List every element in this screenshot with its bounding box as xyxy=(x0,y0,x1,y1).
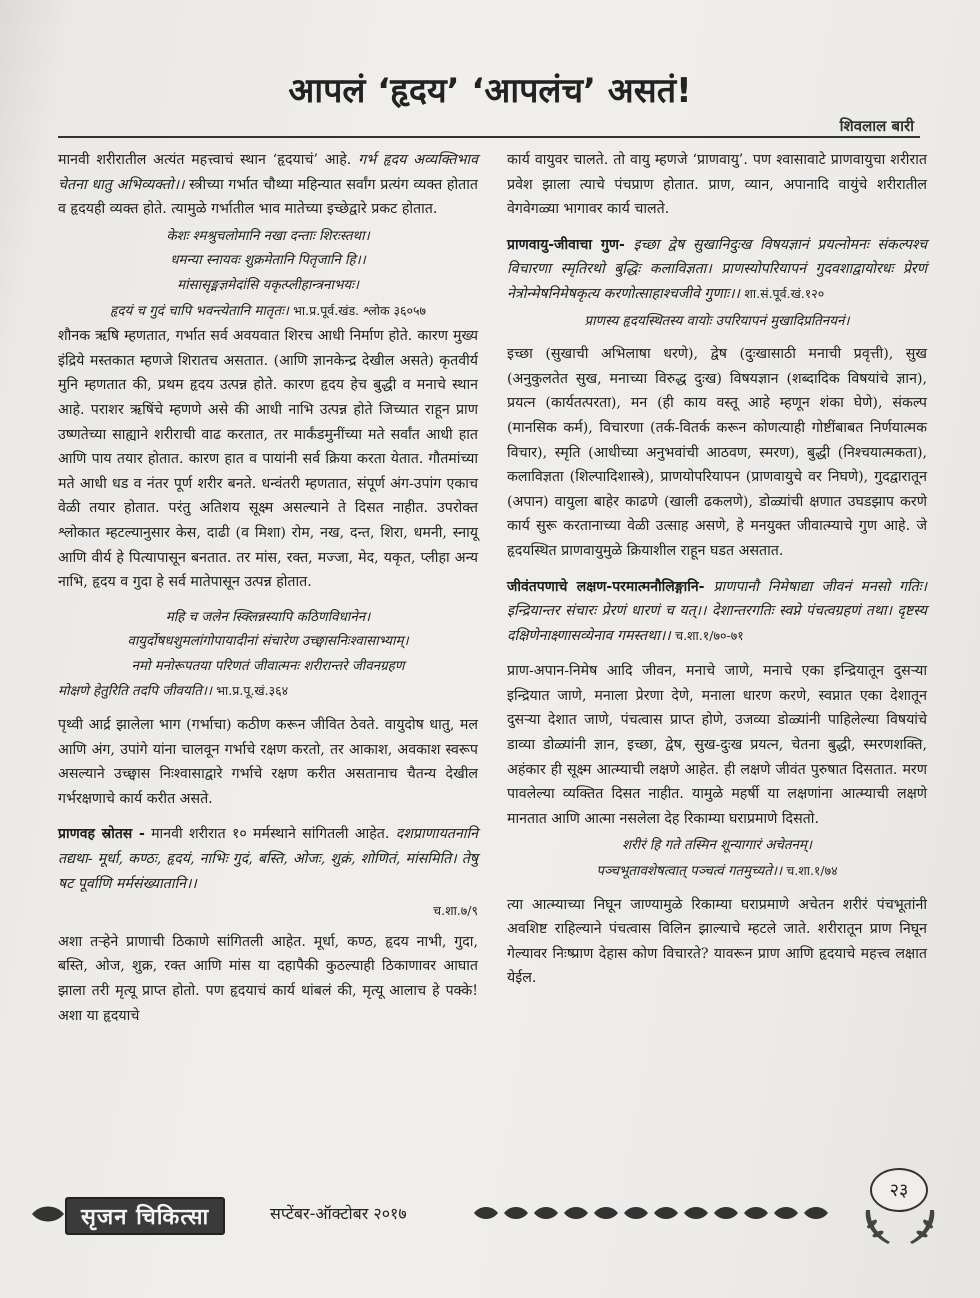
verse-line: धमन्या स्नायवः शुक्रमेतानि पितृजानि हि।। xyxy=(170,253,366,269)
title-divider xyxy=(58,136,920,138)
verse-reference: च.शा.१/७४ xyxy=(786,863,838,879)
issue-date: सप्टेंबर-ऑक्टोबर २०१७ xyxy=(270,1204,407,1223)
section-heading: प्राणवह स्रोतस - xyxy=(58,826,145,843)
verse-line: नमो मनोरूपतया परिणतं जीवात्मनः शरीरान्तरे जीवनग्रहण xyxy=(131,658,405,674)
leaf-border-icon xyxy=(470,1200,850,1226)
verse-line xyxy=(58,679,478,705)
section-heading: प्राणवायु-जीवाचा गुण- xyxy=(507,236,625,253)
verse-line: केशः श्मश्रुचलोमानि नखा दन्ताः शिरःस्तथा। xyxy=(166,228,370,244)
spacer xyxy=(507,885,927,893)
verse-text: मोक्षणे हेतुरिति तदपि जीवयति।। xyxy=(58,684,212,700)
verse-text: हृदयं च गुदं चापि भवन्त्येतानि मातृतः। xyxy=(109,303,289,319)
verse-line: शरीरं हि गते तस्मिन शून्यागारं अचेतनम्। xyxy=(622,838,812,854)
verse-line: वायुर्दोषधशुमलांगोपायादीनां संचारेण उच्छ्वासनिःश्वासाभ्याम्। xyxy=(127,634,409,650)
laurel-icon xyxy=(860,1202,940,1248)
verse-line: महि च जलेन स्क्लिन्नस्यापि कठिणविधानेन। xyxy=(165,609,371,625)
verse-text: पञ्चभूतावशेषत्वात् पञ्चत्वं गतमुच्यते।। xyxy=(596,864,783,880)
right-column xyxy=(507,148,927,994)
spacer xyxy=(58,814,478,822)
paragraph xyxy=(58,148,478,222)
magazine-logo xyxy=(65,1197,225,1235)
verse-reference: च.शा.७/९ xyxy=(433,903,478,919)
verse-line xyxy=(507,859,927,885)
leaf-ornament-icon xyxy=(30,1202,66,1226)
paragraph xyxy=(507,575,927,649)
spacer xyxy=(58,705,478,713)
paragraph: कार्य वायुवर चालते. तो वायु म्हणजे ‘प्राणवायु’. पण श्वासावाटे प्राणवायुचा शरीरात प्रवेश झाला त्याचे पंचप्राण होतात. प्राण, व्यान, अपानादि वायुंचे शरीरातील वेगवेगळ्या भागावर कार्य चालते. xyxy=(507,152,927,218)
verse-reference: भा.प्र.पूर्व.खंड. श्लोक ३६०५७ xyxy=(293,302,427,318)
paragraph xyxy=(58,822,478,896)
article-title: आपलं ‘हृदय’ ‘आपलंच’ असतं! xyxy=(288,71,692,111)
inline-verse: प्राणपानौ निमेषाद्या जीवनं मनसो गतिः। इन्द्रियान्तर संचारः प्रेरणं धारणं च यत्।। देशान्तरगतिः स्वप्ने पंचत्वग्रहणं तथा। दृष्टस्य दक्षिणेनाक्ष्णासव्येनाव गमस्तथा।। xyxy=(507,578,927,644)
paragraph-text: स्त्रीच्या गर्भात चौथ्या महिन्यात सर्वांग प्रत्यंग व्यक्त होतात व हृदयही व्यक्त होते. त्यामुळे गर्भातील भाव मातेच्या इच्छेद्वारे प्रकट होतात. xyxy=(58,176,478,218)
verse-line: प्राणस्य हृदयस्थितस्य वायोः उपरियापनं मुखादिप्रतिनयनं। xyxy=(584,313,850,329)
verse-line xyxy=(58,299,478,325)
section-heading: जीवंतपणाचे लक्षण-परमात्मनौलिङ्गानि- xyxy=(507,578,705,595)
spacer xyxy=(507,651,927,659)
verse-reference: च.शा.१/७०-७१ xyxy=(675,627,744,643)
paragraph: त्या आत्म्याच्या निघून जाण्यामुळे रिकाम्या घराप्रमाणे अचेतन शरीरं पंचभूतांनी अवशिष्ट राहिल्याने पंचत्वास विलिन झाल्याचे म्हटले जाते. शरीरातून प्राण निघून गेल्यावर निःष्प्राण देहास कोण विचारते? यावरून प्राण आणि हृदयाचे महत्त्व लक्षात येईल. xyxy=(507,896,927,987)
article-author: शिवलाल बारी xyxy=(839,117,914,135)
inline-verse: गर्भ हृदय अव्यक्तिभाव चेतना धातु अभिव्यक्तो।। xyxy=(58,152,478,193)
paragraph: प्राण-अपान-निमेष आदि जीवन, मनाचे जाणे, मनाचे एका इन्द्रियातून दुसऱ्या इन्द्रियात जाणे, मनाला प्रेरणा देणे, मनाला धारण करणे, स्वप्नात एका देशातून दुसऱ्या देशात जाणे, पंचत्वास प्राप्त होणे, उजव्या डोळ्यांनी पाहिलेल्या विषयांचे डाव्या डोळ्यांनी ज्ञान, इच्छा, द्वेष, सुख-दुःख प्रयत्न, चेतना बुद्धी, स्मरणशक्ति, अहंकार ही सूक्ष्म आत्म्याची लक्षणे आहेत. ही लक्षणे जीवंत पुरुषात दिसतात. मरण पावलेल्या व्यक्तित दिसत नाहीत. यामुळे महर्षी या लक्षणांना आत्म्याची लक्षणे मानतात आणि आत्मा नसलेला देह रिकाम्या घराप्रमाणे दिसतो. xyxy=(507,663,927,827)
page-footer xyxy=(30,1182,960,1252)
inline-verse: इच्छा द्वेष सुखानिदुःख विषयज्ञानं प्रयत्नोमनः संकल्पश्च विचारणा स्मृतिरथो बुद्धिः कलाविज्ञता। प्राणस्योपरियापनं गुदवशाद्वायोरधः प्रेरणं नेत्रोन्मेषनिमेषकृत्य करणोत्साहाश्चजीवे गुणाः।। xyxy=(507,236,928,302)
verse-line: मांसासृङ्मज्ञमेदांसि यकृत्प्लीहान्त्रनाभयः। xyxy=(177,277,359,293)
left-column xyxy=(58,148,478,1031)
spacer xyxy=(507,225,927,233)
paragraph: इच्छा (सुखाची अभिलाषा धरणे), द्वेष (दुःखासाठी मनाची प्रवृत्ती), सुख (अनुकुलतेत सुख, मनाच्या विरुद्ध दुःख) विषयज्ञान (शब्दादिक विषयांचे ज्ञान), प्रयत्न (कार्यतत्परता), मन (ही काय वस्तू आहे म्हणून शंका घेणे), संकल्प (मानसिक कर्म), विचारणा (तर्क-वितर्क करून कोणत्याही गोष्टींबाबत निर्णयात्मक विचार), स्मृति (आधीच्या अनुभवांची आठवण, स्मरण), बुद्धी (निश्चयात्मकता), कलाविज्ञता (शिल्पादिशास्त्रे), प्राणयोपरियापन (प्राणवायुचे वर निघणे), गुदद्वारातून (अपान) वायुला बाहेर काढणे (खाली ढकलणे), डोळ्यांची क्षणात उघडझाप करणे कार्य सुरू करतानाच्या वेळी उत्साह असणे, हे मनयुक्त जीवात्म्याचे गुण आहे. जे हृदयस्थित प्राणवायुमुळे क्रियाशील राहून घडत असतात. xyxy=(507,346,927,559)
paragraph xyxy=(507,233,927,307)
spacer xyxy=(507,567,927,575)
magazine-name: सृजन चिकित्सा xyxy=(81,1205,210,1230)
page-number: २३ xyxy=(870,1168,928,1212)
paragraph: पृथ्वी आर्द्र झालेला भाग (गर्भाचा) कठीण करून जीवित ठेवते. वायुदोष धातु, मल आणि अंग, उपांगे यांना चालवून गर्भाचे रक्षण करतो, तर आकाश, अवकाश स्वरूप असल्याने उच्छ्वास निःश्वासाद्वारे गर्भाचे रक्षण करीत असतानाच चैतन्य देखील गर्भरक्षणाचे कार्य करीत असते. xyxy=(58,717,478,807)
paragraph: अशा तऱ्हेने प्राणाची ठिकाणे सांगितली आहेत. मूर्धा, कण्ठ, हृदय नाभी, गुदा, बस्ति, ओज, शुक्र, रक्त आणि मांस या दहापैकी कुठल्याही ठिकाणावर आघात झाला तरी मृत्यू प्राप्त होतो. पण हृदयाचं कार्य थांबलं की, मृत्यू आलाच हे पक्के! अशा या हृदयाचे xyxy=(58,933,478,1024)
paragraph-text: मानवी शरीरातील अत्यंत महत्त्वाचं स्थान ‘हृदयाचं’ आहे. xyxy=(58,152,352,168)
paragraph-text: मानवी शरीरात १० मर्मस्थाने सांगितली आहेत. xyxy=(151,826,390,843)
spacer xyxy=(58,598,478,606)
verse-reference: शा.सं.पूर्व.खं.१२० xyxy=(744,285,825,301)
verse-reference: भा.प्र.पू.खं.३६४ xyxy=(216,683,289,699)
paragraph: शौनक ऋषि म्हणतात, गर्भात सर्व अवयवात शिरच आधी निर्माण होते. कारण मुख्य इंद्रिये मस्तकात म्हणजे शिरातच असतात. (आणि ज्ञानकेन्द्र देखील असते) कृतवीर्य मुनि म्हणतात की, प्रथम हृदय उत्पन्न होते. कारण हृदय हेच बुद्धी व मनाचे स्थान आहे. पराशर ऋषिंचे म्हणणे असे की आधी नाभि उत्पन्न होते जिच्यात राहून प्राण उष्णतेच्या साह्याने शरीराची वाढ करतात, तर मार्कंडमुनींच्या मते सर्वांत आधी हात आणि पाय तयार होतात. कारण हात व पायांनी सर्व क्रिया करता येतात. गौतमांच्या मते आधी धड व नंतर पूर्ण शरीर बनते. धन्वंतरी म्हणतात, संपूर्ण अंग-उपांग एकाच वेळी तयार होतात. परंतु अतिशय सूक्ष्म असल्याने ते दिसत नाहीत. उपरोक्त श्लोकात म्हटल्यानुसार केस, दाढी (व मिशा) रोम, नख, दन्त, शिरा, धमनी, स्नायू आणि वीर्य हे पित्यापासून बनतात. तर मांस, रक्त, मज्जा, मेद, यकृत, प्लीहा अन्य नाभि, हृदय व गुदा हे सर्व मातेपासून उत्पन्न होतात. xyxy=(58,328,478,591)
inline-verse: दशप्राणायतनानि तद्यथा- मूर्धा, कण्ठः, हृदयं, नाभिः गुदं, बस्ति, ओजः, शुक्रं, शोणितं, मांसमिति। तेषु षट पूर्वाणि मर्मसंख्यातानि।। xyxy=(58,826,478,892)
spacer xyxy=(507,334,927,342)
